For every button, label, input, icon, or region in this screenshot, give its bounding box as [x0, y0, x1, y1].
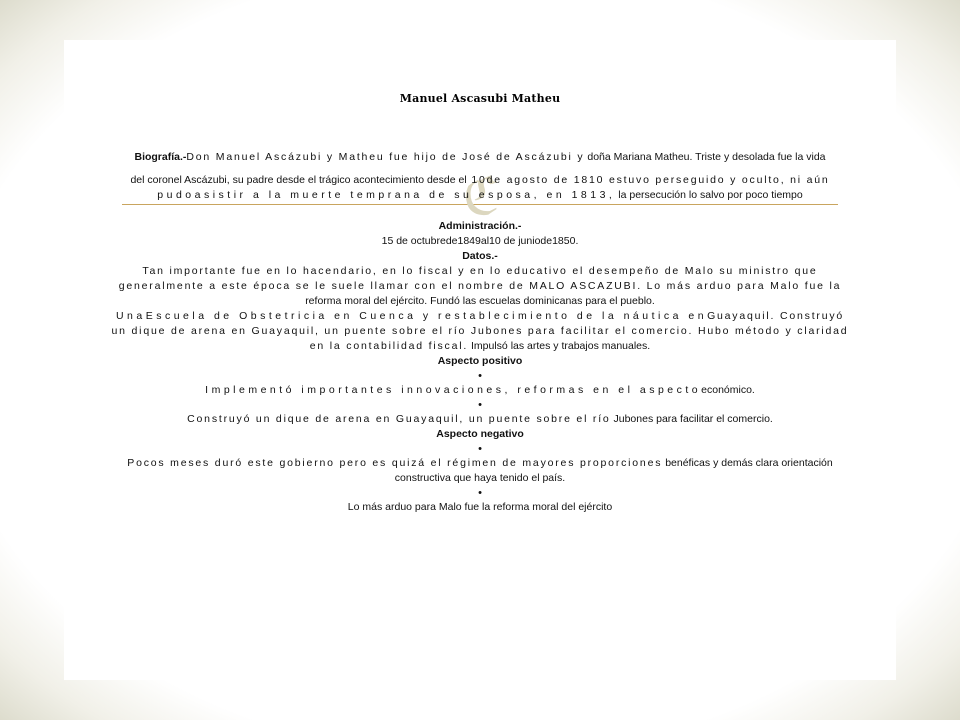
bullet-icon: • [478, 487, 482, 499]
negative-heading: Aspecto negativo [436, 428, 524, 440]
page-title: Manuel Ascasubi Matheu [399, 92, 561, 105]
positive-heading: Aspecto positivo [437, 355, 523, 367]
administration-dates: 15 de octubrede1849al10 de juniode1850. [381, 235, 579, 247]
biography-paragraph-cont: del coronel Ascázubi, su padre desde el trágico acontecimiento desde el 10de agosto de 1810 estuvo perseguido y oculto, ni aún pudoasistir a la muerte temprana de su esposa, en 1813, la persecución lo salvo por poco tiempo [130, 174, 830, 201]
datos-paragraph-1: Tan importante fue en lo hacendario, en lo fiscal y en lo educativo el desempeño de Malo su ministro que generalmente a este época se le suele llamar con el nombre de MALO ASCAZUBI. Lo más arduo para Malo fue la reforma moral del ejército. Fundó las escuelas dominicanas para el pueblo. [118, 265, 842, 307]
bullet-icon: • [478, 370, 482, 382]
biography-label: Biografía.- [134, 151, 187, 163]
positive-item-2: Construyó un dique de arena en Guayaquil, un puente sobre el río Jubones para facilitar el comercio. [187, 413, 773, 425]
administration-heading: Administración.- [438, 220, 522, 232]
negative-item-2: Lo más arduo para Malo fue la reforma moral del ejército [347, 501, 613, 513]
biography-paragraph: Biografía.-Don Manuel Ascázubi y Matheu fue hijo de José de Ascázubi y doña Mariana Matheu. Triste y desolada fue la vida [134, 151, 826, 163]
negative-item-1: Pocos meses duró este gobierno pero es quizá el régimen de mayores proporciones benéficas y demás clara orientación constructiva que haya tenido el país. [127, 457, 833, 484]
ornamental-script-icon: ℭ [462, 167, 500, 227]
bullet-icon: • [478, 399, 482, 411]
bullet-icon: • [478, 443, 482, 455]
datos-heading: Datos.- [462, 250, 498, 262]
positive-item-1: Implementó importantes innovaciones, reformas en el aspectoeconómico. [205, 384, 755, 396]
document-body [110, 150, 850, 515]
datos-paragraph-2: UnaEscuela de Obstetricia en Cuenca y restablecimiento de la náutica enGuayaquil. Construyó un dique de arena en Guayaquil, un puente sobre el río Jubones para facilitar el comercio. Hubo método y claridad en la contabilidad fiscal. Impulsó las artes y trabajos manuales. [111, 310, 849, 352]
